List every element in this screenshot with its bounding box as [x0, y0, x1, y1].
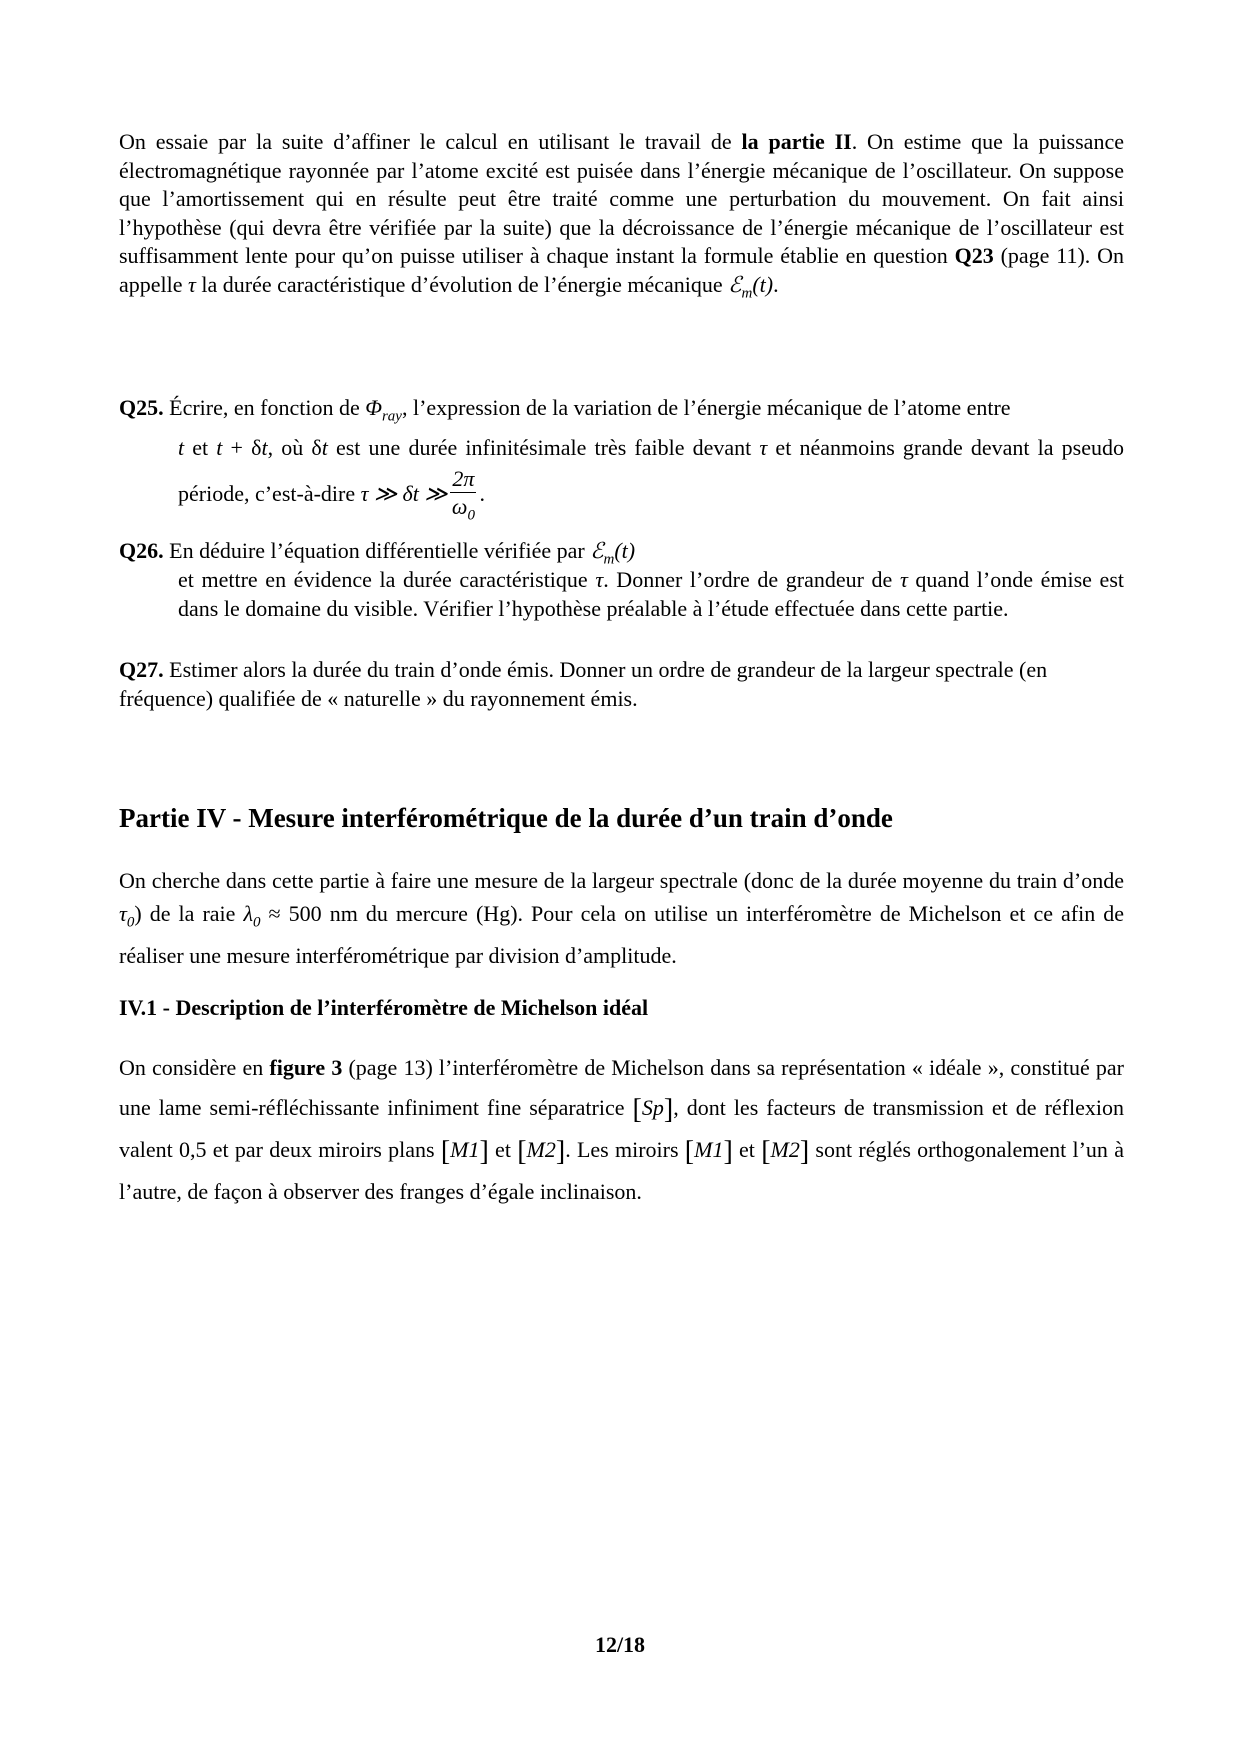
- question-q26-continued: [119, 566, 1124, 623]
- q26-energy-argument: (t): [614, 538, 636, 563]
- q26-text-b: et mettre en évidence la durée caractéristique: [178, 567, 596, 592]
- phi-subscript: ray: [381, 408, 402, 425]
- s41-m2: M2: [526, 1137, 556, 1162]
- q25-text-d: + δ: [222, 435, 262, 460]
- q25-t4: t: [321, 435, 328, 460]
- energy-subscript: m: [741, 284, 753, 301]
- q25-text-a: Écrire, en fonction de: [163, 395, 366, 420]
- q25-fraction-numerator: 2π: [452, 466, 475, 491]
- q25-text-h: .: [479, 480, 485, 506]
- q25-fraction: [450, 468, 476, 523]
- q26-energy-subscript: m: [603, 551, 615, 568]
- intro-bold-q23: Q23: [954, 243, 994, 268]
- lambda-value: ≈ 500 nm: [268, 901, 358, 926]
- s41-text-g: sont réglés orthogonalement l’un à l’autre, de façon à observer des franges d’égale inclinaison.: [119, 1137, 1124, 1204]
- q25-text-e: , où δ: [267, 435, 322, 460]
- intro-paragraph: [119, 128, 1124, 307]
- q26-tau: τ: [595, 567, 604, 592]
- q25-tau: τ: [759, 435, 768, 460]
- part-iv-heading: Partie IV - Mesure interférométrique de la durée d’un train d’onde: [119, 803, 893, 833]
- q26-text-d: quand l’onde émise est dans le domaine du visible. Vérifier l’hypothèse préalable à l’étude effectuée dans cette partie.: [178, 567, 1124, 621]
- s41-text-d: et: [488, 1137, 518, 1162]
- question-q25-continued: [119, 428, 1124, 523]
- s41-text-f: et: [732, 1137, 762, 1162]
- energy-argument: (t): [752, 271, 774, 297]
- intro-text-1: On essaie par la suite d’affiner le calcul en utilisant le travail de: [119, 129, 742, 154]
- q25-label: Q25.: [119, 395, 164, 420]
- q25-fraction-denominator: $\omega_0$: [451, 494, 475, 524]
- tau0-subscript: 0: [126, 914, 135, 931]
- lambda0-symbol: λ: [243, 901, 253, 926]
- tau-symbol: τ: [188, 271, 196, 297]
- q25-text-b: , l’expression de la variation de l’énergie mécanique de l’atome entre: [401, 395, 1011, 420]
- section-iv1-heading: IV.1 - Description de l’interféromètre de Michelson idéal: [119, 995, 649, 1020]
- s41-figure-ref: figure 3: [269, 1055, 343, 1080]
- q26-energy-symbol: ℰ: [590, 539, 604, 564]
- q25-t2: t: [216, 435, 223, 460]
- p4-text-a: On cherche dans cette partie à faire une mesure de la largeur spectrale (donc de la durée moyenne du train d’onde: [119, 868, 1124, 893]
- s41-m1: M1: [450, 1137, 480, 1162]
- energy-symbol: ℰ: [728, 272, 742, 298]
- s41-sp: Sp: [641, 1095, 664, 1120]
- q26-label: Q26.: [119, 538, 164, 563]
- p4-text-b: ) de la raie: [134, 901, 244, 926]
- intro-text-3: (page 11). On appelle: [119, 243, 1124, 297]
- question-q27: [119, 656, 1124, 713]
- section-iv1-paragraph: On considère en figure 3 (page 13) l’interféromètre de Michelson dans sa représentation « idéale », constitué par une lame semi-réfléchissante infiniment fine séparatrice [Sp], dont les facteurs de transmission et de réflexion valent 0,5 et par deux miroirs plans [M1] et [M2]. Les miroirs [M1] et [M2] sont réglés orthogonalement l’un à l’autre, de façon à observer des franges d’égale inclinaison.: [119, 1055, 1125, 1204]
- q25-text-g: et néanmoins grande devant la pseudo période, c’est-à-dire: [178, 435, 1124, 506]
- q26-text-c: . Donner l’ordre de grandeur de: [603, 567, 900, 592]
- part-iv-paragraph: [119, 864, 1124, 972]
- q25-text-c: et: [184, 435, 217, 460]
- q26-tau2: τ: [899, 567, 908, 592]
- s41-text-c: , dont les facteurs de transmission et de réflexion valent 0,5 et par deux miroirs plans: [119, 1095, 1124, 1162]
- tau0-symbol: τ: [119, 901, 127, 926]
- q26-text-a: En déduire l’équation différentielle vérifiée par: [163, 538, 591, 563]
- page-number: 12/18: [594, 1632, 646, 1657]
- s41-text-a: On considère en: [119, 1055, 270, 1080]
- s41-text-e: . Les miroirs: [565, 1137, 685, 1162]
- intro-text-4: la durée caractéristique d’évolution de l’énergie mécanique: [195, 271, 729, 297]
- intro-bold-partie-ii: la partie II: [741, 129, 852, 154]
- lambda0-subscript: 0: [253, 914, 261, 931]
- q27-label: Q27.: [119, 657, 164, 682]
- intro-text-5: .: [773, 271, 779, 297]
- s41-text-b: (page 13) l’interféromètre de Michelson dans sa représentation « idéale », constitué par une lame semi-réfléchissante infiniment fine séparatrice: [119, 1055, 1125, 1120]
- q25-t3: t: [261, 435, 268, 460]
- q25-inequality: τ ≫ δt ≫: [360, 480, 448, 506]
- q25-t: t: [178, 435, 185, 460]
- phi-symbol: Φ: [365, 395, 382, 420]
- s41-m2b: M2: [770, 1137, 800, 1162]
- p4-text-c: du mercure (Hg). Pour cela on utilise un interféromètre de Michelson et ce afin de réaliser une mesure interférométrique par division d’amplitude.: [119, 901, 1125, 969]
- q25-text-f: est une durée infinitésimale très faible devant: [327, 435, 760, 460]
- s41-m1b: M1: [694, 1137, 724, 1162]
- q27-text: Estimer alors la durée du train d’onde émis. Donner un ordre de grandeur de la largeur spectrale (en fréquence) qualifiée de « naturelle » du rayonnement émis.: [119, 657, 1048, 711]
- intro-text-2: . On estime que la puissance électromagnétique rayonnée par l’atome excité est puisée dans l’énergie mécanique de l’oscillateur. On suppose que l’amortissement qui en résulte peut être traité comme une perturbation du mouvement. On fait ainsi l’hypothèse (qui devra être vérifiée par la suite) que la décroissance de l’énergie mécanique de l’oscillateur est suffisamment lente pour qu’on puisse utiliser à chaque instant la formule établie en question: [119, 129, 1124, 268]
